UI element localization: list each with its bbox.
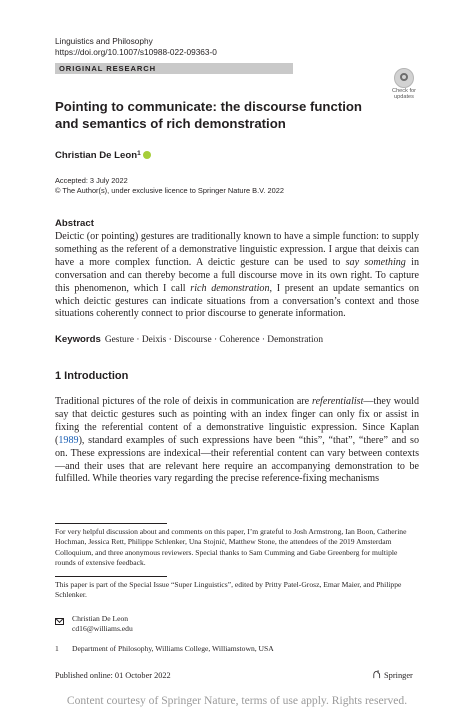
- springer-horse-icon: [372, 670, 381, 679]
- section-label-bar: [55, 63, 293, 74]
- doi-link[interactable]: https://doi.org/10.1007/s10988-022-09363-0: [55, 46, 217, 57]
- check-updates-icon: [394, 68, 414, 88]
- journal-name: Linguistics and Philosophy: [55, 36, 153, 46]
- footnote-divider: [55, 576, 167, 577]
- intro-emphasis: referentialist: [312, 396, 364, 407]
- corr-email[interactable]: cd16@williams.edu: [72, 624, 133, 634]
- corr-name: Christian De Leon: [72, 614, 129, 623]
- intro-part: ), standard examples of such expressions have been “this”, “that”, “there” and so on. These expressions are indexical—their referential content can vary between contexts—and their uses that are relevant here require an accompanying demonstration to be fulfilled. While theories vary regarding the precise reference-fixing mechanisms: [55, 434, 419, 485]
- author-name[interactable]: Christian De Leon: [55, 150, 138, 161]
- keywords: [55, 334, 419, 346]
- copyright: © The Author(s), under exclusive licence to Springer Nature B.V. 2022: [55, 186, 284, 195]
- orcid-icon[interactable]: [143, 151, 151, 159]
- abstract-heading: Abstract: [55, 218, 94, 229]
- check-updates-badge[interactable]: [387, 68, 421, 102]
- introduction-text: [55, 396, 419, 486]
- citation-link[interactable]: 1989: [58, 434, 79, 446]
- check-updates-label: Check for updates: [392, 88, 416, 101]
- author-line: [55, 148, 151, 162]
- intro-part: Traditional pictures of the role of deixis in communication are: [55, 396, 313, 407]
- journal-info: [55, 36, 217, 57]
- published-online: Published online: 01 October 2022: [55, 671, 171, 680]
- affiliation-number: 1: [55, 644, 59, 653]
- footnote-divider: [55, 523, 167, 524]
- abstract-part: Deictic (or pointing) gestures are traditionally known to have a simple function: to supply something as the referent of a demonstrative linguistic expression. I argue that deixis can have a more complex function. A deictic gesture can be used to: [55, 231, 419, 268]
- affiliation-text: Department of Philosophy, Williams College, Williamstown, USA: [72, 644, 274, 653]
- abstract-text: [55, 231, 419, 321]
- author-affil-sup: 1: [137, 150, 141, 157]
- accepted-date: Accepted: 3 July 2022: [55, 176, 128, 185]
- abstract-emphasis: say something: [345, 256, 406, 268]
- footnote-thanks: For very helpful discussion about and comments on this paper, I’m grateful to Josh Armstrong, Ian Boon, Catherine Hochman, Jessica Rett, Philippe Schlenker, Una Stojnić, Matthew Stone, the attendees of the 2019 Amsterdam Colloquium, and three anonymous reviewers. Special thanks to Sam Cumming and Gabe Greenberg for multiple rounds of extensive feedback.: [55, 527, 407, 567]
- courtesy-notice: Content courtesy of Springer Nature, terms of use apply. Rights reserved.: [66, 694, 408, 707]
- keywords-list: Gesture · Deixis · Discourse · Coherence · Demonstration: [104, 335, 324, 345]
- section-label: ORIGINAL RESEARCH: [59, 64, 157, 73]
- abstract-emphasis: rich demonstration: [190, 282, 270, 294]
- article-title: Pointing to communicate: the discourse function and semantics of rich demonstration: [55, 99, 362, 131]
- publisher-name: Springer: [384, 671, 413, 680]
- article-meta: [55, 176, 284, 196]
- intro-part: —they would say that deictic gestures such as pointing with an index finger can only fix or assist in fixing the referential content of a demonstrative linguistic expression. Since Kaplan (: [55, 396, 419, 446]
- mail-icon: [55, 618, 64, 625]
- abstract-part: in conversation and can thereby become a full discourse move in its own right. To capture this phenomenon, which I call: [55, 256, 419, 294]
- corresponding-author: [72, 614, 133, 635]
- footnote-special-issue: This paper is part of the Special Issue “Super Linguistics”, edited by Pritty Patel-Grosz, Emar Maier, and Philippe Schlenker.: [55, 580, 402, 600]
- keywords-label: Keywords: [55, 334, 101, 345]
- section-heading-introduction: 1 Introduction: [55, 370, 129, 382]
- publisher-logo[interactable]: [372, 670, 413, 680]
- abstract-part: , I present an update semantics on which deictic gestures can indicate situations from a conversation’s context and those situations coherently connect to prior discourse to generate information.: [55, 282, 419, 320]
